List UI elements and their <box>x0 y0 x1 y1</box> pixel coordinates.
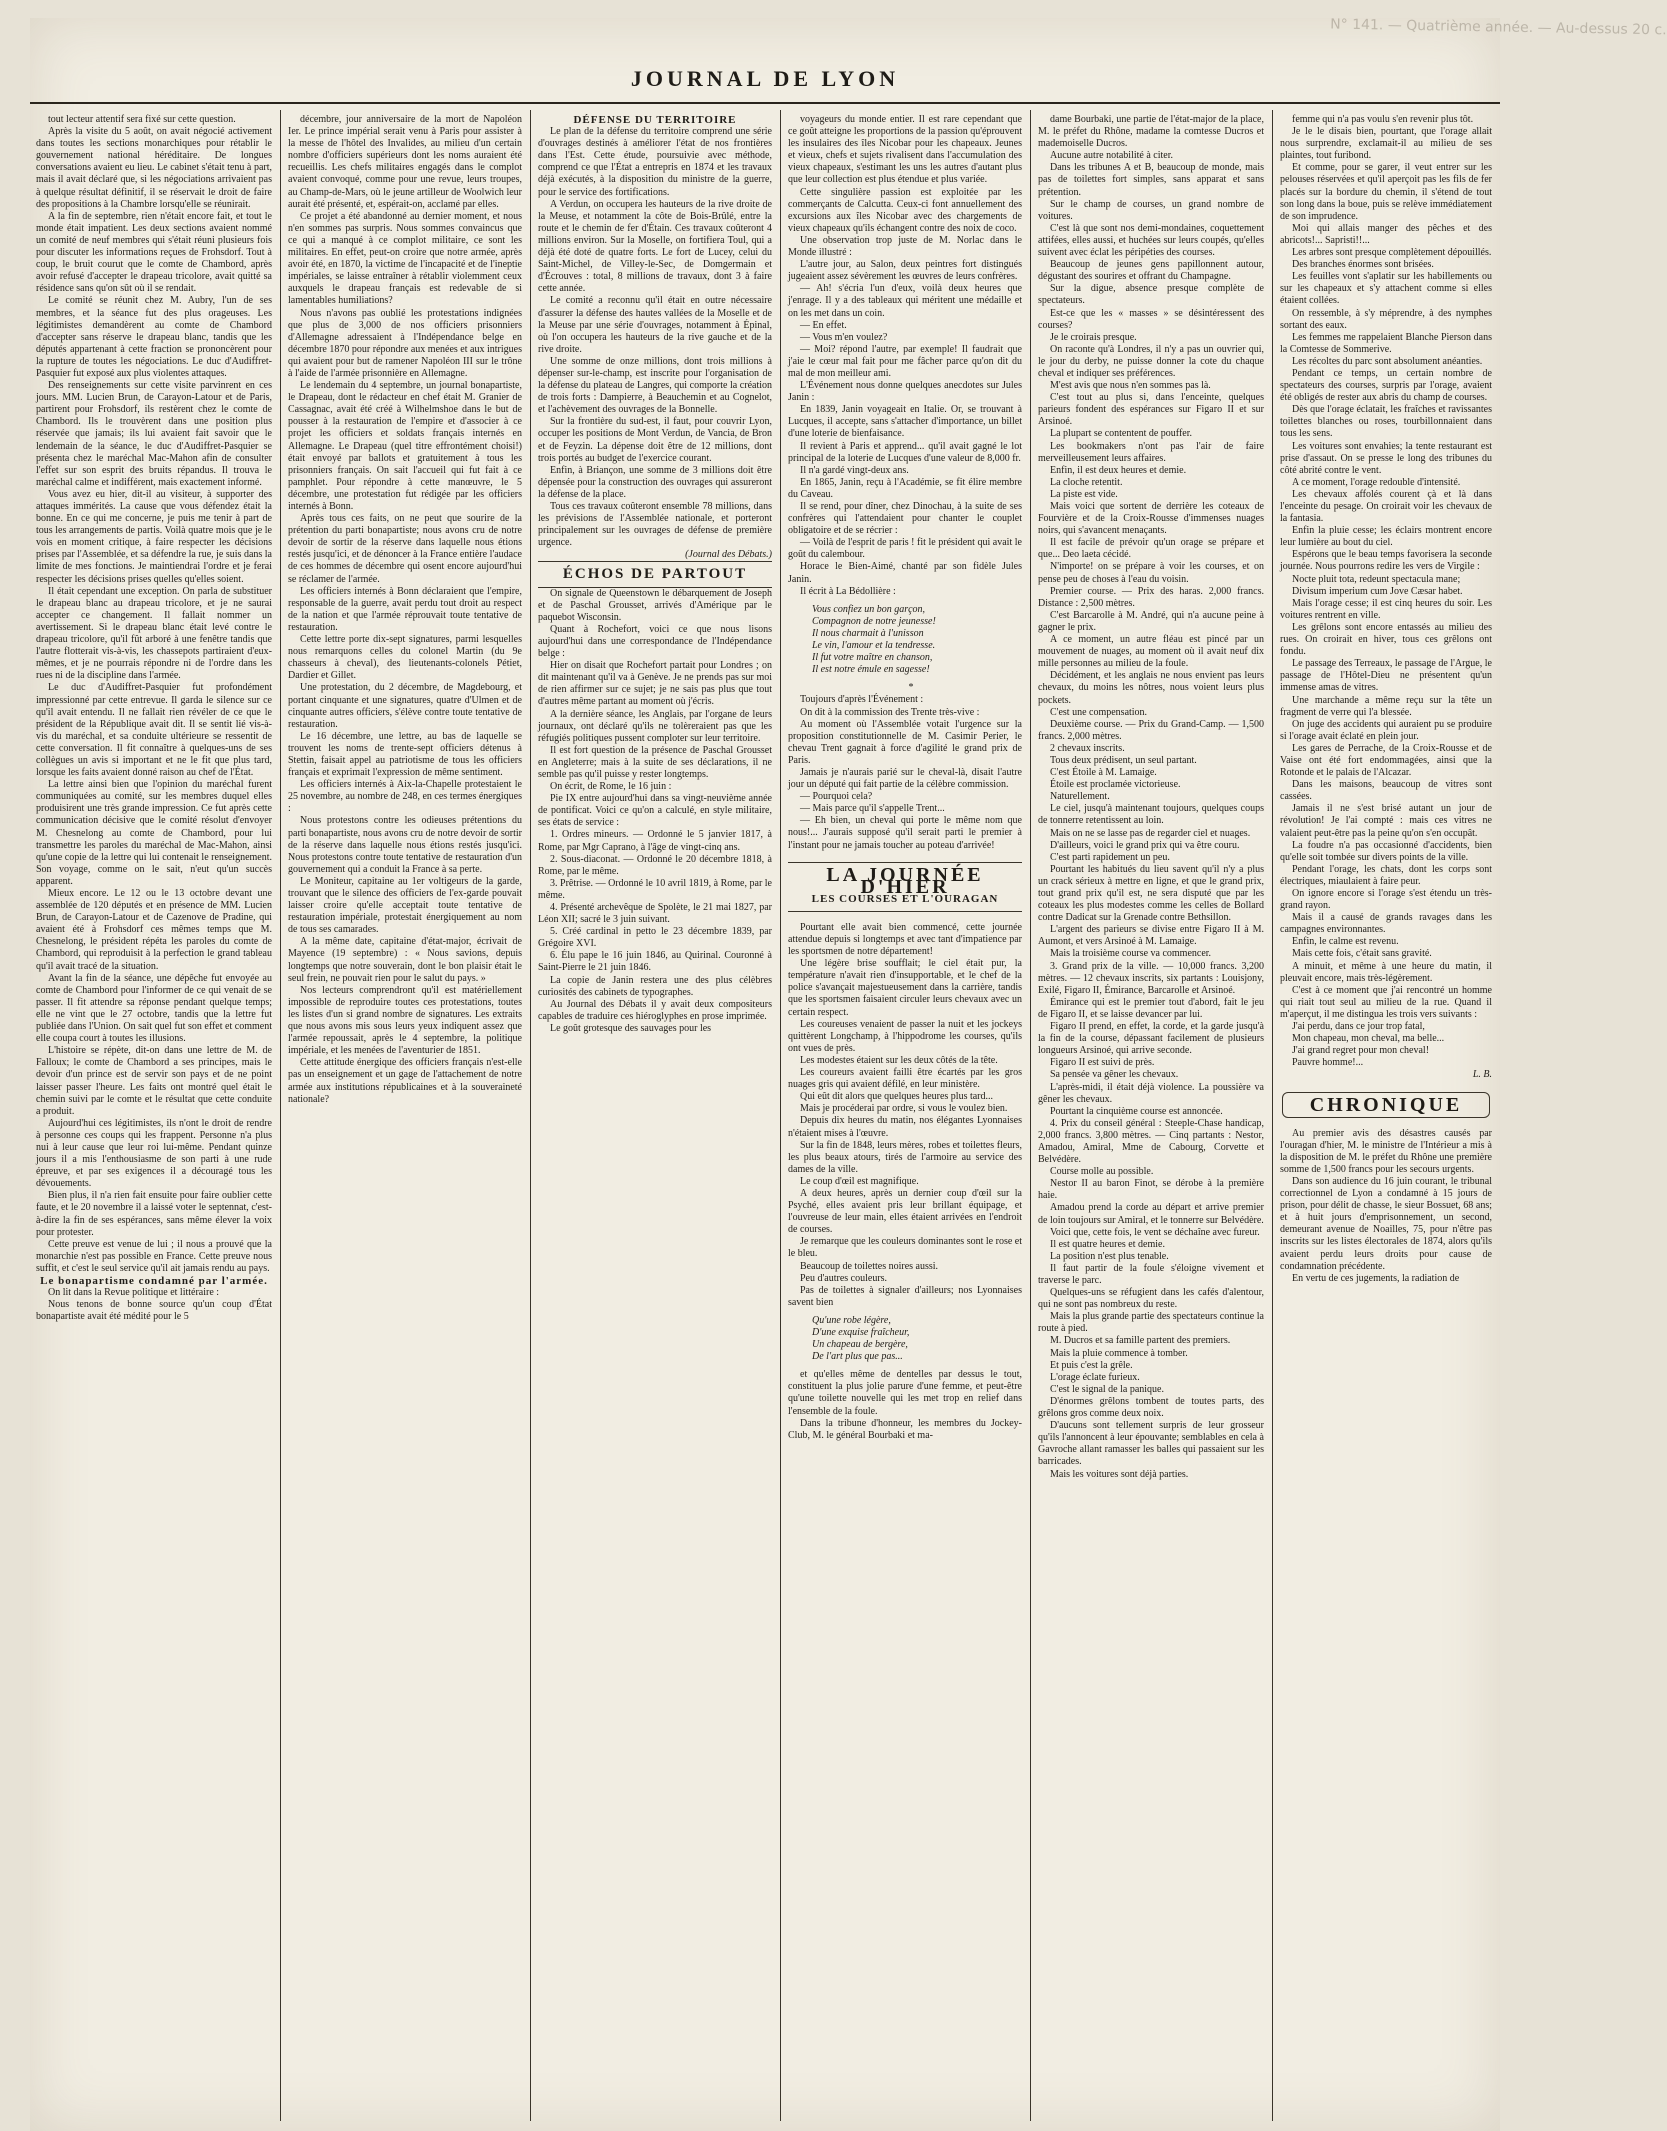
article-paragraph: Cette singulière passion est exploitée par les commerçants de Calcutta. Ceux-ci font annuellement des excursions aux îles Nicobar avec des chargements de vieux chapeaux qu'ils échangent contre des noix de coco. <box>788 186 1022 234</box>
column-2 <box>288 114 522 2129</box>
article-paragraph: Mais la plus grande partie des spectateurs continue la route à pied. <box>1038 1311 1264 1335</box>
article-paragraph: Aucune autre notabilité à citer. <box>1050 150 1174 162</box>
masthead <box>30 62 1500 104</box>
article-paragraph: Les modestes étaient sur les deux côtés de la tête. <box>800 1054 998 1066</box>
article-paragraph: — Moi? répond l'autre, par exemple! Il faudrait que j'aie le cœur mal fait pour me fâcher parce qu'on dit du mal de mon meilleur ami. <box>788 343 1022 379</box>
article-paragraph: C'est parti rapidement un peu. <box>1050 851 1170 863</box>
article-paragraph: Dans la tribune d'honneur, les membres du Jockey-Club, M. le général Bourbaki et ma- <box>788 1417 1022 1441</box>
article-paragraph: Quant à Rochefort, voici ce que nous lisons aujourd'hui dans une correspondance de l'Indépendance belge : <box>538 623 772 660</box>
article-paragraph: Mais il a causé de grands ravages dans les campagnes environnantes. <box>1280 912 1492 936</box>
article-paragraph: Mieux encore. Le 12 ou le 13 octobre devant une assemblée de 120 députés et en présence de MM. Lucien Brun, de Carayon-Latour et de Cazenove de Pradine, qui avaient été à Frohsdorf ces mêmes temps que M. Chesnelong, le président répéta les paroles du comte de Chambord, qui reproduisit à la perfection le grand tableau qu'il avait tracé de la situation. <box>36 888 272 972</box>
verse-line: Il est notre émule en sagesse! <box>812 664 930 676</box>
article-paragraph: Les officiers internés à Bonn déclaraient que l'empire, responsable de la guerre, avait perdu tout droit au respect de la nation et que l'armée réprouvait toute tentative de restauration. <box>288 585 522 633</box>
article-headline: Le bonapartisme condamné par l'armée. <box>40 1275 268 1287</box>
article-paragraph: On ignore encore si l'orage s'est étendu un très-grand rayon. <box>1280 888 1492 912</box>
article-paragraph: Le comité a reconnu qu'il était en outre nécessaire d'assurer la défense des hautes vallées de la Moselle et de la Meuse par une série d'ouvrages, notamment à Épinal, où l'on occupera les hauteurs de la rive gauche et de la rive droite. <box>538 295 772 355</box>
article-paragraph: Pourtant la cinquième course est annoncée. <box>1050 1105 1223 1117</box>
article-paragraph: L'Événement nous donne quelques anecdotes sur Jules Janin : <box>788 380 1022 404</box>
source-credit: (Journal des Débats.) <box>685 549 772 561</box>
article-paragraph: — Eh bien, un cheval qui porte le même nom que nous!... J'aurais supposé qu'il serait parti le premier à l'instant pour ne jamais toucher au poteau d'arrivée! <box>788 815 1022 851</box>
article-paragraph: Depuis dix heures du matin, nos élégantes Lyonnaises n'étaient mises à l'œuvre. <box>788 1115 1022 1139</box>
article-paragraph: Il revient à Paris et apprend... qu'il avait gagné le lot principal de la loterie de Lucques d'une valeur de 8,000 fr. <box>788 440 1022 464</box>
article-paragraph: Mais cette fois, c'était sans gravité. <box>1292 948 1432 960</box>
verse-line: Un chapeau de bergère, <box>812 1339 908 1351</box>
article-paragraph: Mais voici que sortent de derrière les coteaux de Fourvière et de la Croix-Rousse d'immenses nuages noirs, qui s'avancent menaçants. <box>1038 501 1264 537</box>
article-paragraph: Sur la digue, absence presque complète de spectateurs. <box>1038 283 1264 307</box>
article-paragraph: D'énormes grêlons tombent de toutes parts, des grêlons gros comme deux noix. <box>1038 1395 1264 1420</box>
article-paragraph: L'autre jour, au Salon, deux peintres fort distingués jugeaient assez sévèrement les œuvres de leurs confrères. <box>788 259 1022 283</box>
article-paragraph: et qu'elles même de dentelles par dessus le tout, constituent la plus jolie parure d'une femme, et peut-être qu'une toilette nouvelle qui les met trop en relief dans l'ensemble de la foule. <box>788 1369 1022 1417</box>
article-paragraph: Figaro II est suivi de près. <box>1050 1057 1155 1069</box>
article-paragraph: Des branches énormes sont brisées. <box>1292 259 1434 271</box>
article-paragraph: La foudre n'a pas occasionné d'accidents, bien qu'elle soit tombée sur divers points de la ville. <box>1280 839 1492 863</box>
article-paragraph: Nestor II au baron Finot, se dérobe à la première haie. <box>1038 1178 1264 1202</box>
verse <box>812 604 1022 677</box>
article-paragraph: Une observation trop juste de M. Norlac dans le Monde illustré : <box>788 234 1022 259</box>
article-paragraph: Mais la pluie commence à tomber. <box>1050 1347 1188 1359</box>
article-paragraph: C'est Étoile à M. Lamaige. <box>1050 767 1157 779</box>
article-paragraph: — Voilà de l'esprit de paris ! fit le président qui avait le goût du calembour. <box>788 537 1022 561</box>
article-paragraph: C'est là que sont nos demi-mondaines, coquettement attifées, elles aussi, et huchées sur leurs coupés, qu'elles suivent avec éclat les péripéties des courses. <box>1038 222 1264 259</box>
article-paragraph: Les feuilles vont s'aplatir sur les habillements ou sur les chapeaux et s'y attachent comme si elles étaient collées. <box>1280 271 1492 307</box>
article-paragraph: Sur la frontière du sud-est, il faut, pour couvrir Lyon, occuper les positions de Mont Verdun, de Vancia, de Bron et de Feyzin. La dépense doit être de 12 millions, dont trois portés au budget de l'exercice courant. <box>538 416 772 464</box>
article-paragraph: La piste est vide. <box>1050 488 1118 500</box>
article-paragraph: femme qui n'a pas voulu s'en revenir plus tôt. <box>1292 114 1474 125</box>
article-paragraph: Mon chapeau, mon cheval, ma belle... <box>1292 1033 1445 1045</box>
article-paragraph: Peu d'autres couleurs. <box>800 1272 888 1284</box>
article-paragraph: Il n'a gardé vingt-deux ans. <box>800 464 909 476</box>
article-paragraph: Mais on ne se lasse pas de regarder ciel et nuages. <box>1050 827 1251 839</box>
article-paragraph: Les récoltes du parc sont absolument anéanties. <box>1292 355 1483 367</box>
article-paragraph: J'ai grand regret pour mon cheval! <box>1292 1045 1430 1057</box>
article-paragraph: L'argent des parieurs se divise entre Figaro II à M. Aumont, et vers Arsinoé à M. Lamaige. <box>1038 924 1264 948</box>
article-paragraph: Toujours d'après l'Événement : <box>800 694 924 706</box>
article-paragraph: Une marchande a même reçu sur la tête un fragment de verre qui l'a blessée. <box>1280 694 1492 718</box>
column-divider <box>1272 110 1273 2121</box>
article-paragraph: Il est quatre heures et demie. <box>1050 1238 1165 1250</box>
page-title: JOURNAL DE LYON <box>630 66 900 91</box>
article-paragraph: Une protestation, du 2 décembre, de Magdebourg, et portant cinquante et une signatures, quatre d'Ulmen et de cinquante autres officiers, s'élève contre toute tentative de restauration. <box>288 682 522 730</box>
article-paragraph: Tous ces travaux coûteront ensemble 78 millions, dans les prévisions de l'Assemblée nationale, et porteront principalement sur les ouvrages de défense de première urgence. <box>538 501 772 549</box>
section-headline: ÉCHOS DE PARTOUT <box>538 561 772 587</box>
article-paragraph: Pendant l'orage, les chats, dont les corps sont électriques, miaulaient à faire peur. <box>1280 863 1492 887</box>
article-paragraph: J'ai perdu, dans ce jour trop fatal, <box>1292 1021 1425 1033</box>
article-paragraph: Cette preuve est venue de lui ; il nous a prouvé que la monarchie n'est pas possible en France. Cette preuve nous suffit, et c'est le seul service qu'il ait jamais rendu au pays. <box>36 1238 272 1274</box>
article-paragraph: Dès que l'orage éclatait, les fraîches et ravissantes toilettes blanches ou roses, tourbillonnaient dans tous les sens. <box>1280 404 1492 440</box>
article-paragraph: M. Ducros et sa famille partent des premiers. <box>1050 1335 1231 1347</box>
section-headline: DÉFENSE DU TERRITOIRE <box>573 114 737 126</box>
article-paragraph: — En effet. <box>800 319 847 331</box>
article-paragraph: Au Journal des Débats il y avait deux compositeurs capables de traduire ces hiéroglyphes en prose imprimée. <box>538 998 772 1022</box>
article-paragraph: Et comme, pour se garer, il veut entrer sur les pelouses réservées et qu'il aperçoit pas les fils de fer placés sur la bordure du chemin, il s'étend de tout son long dans la boue, puis se relève immédiatement de son imprudence. <box>1280 162 1492 222</box>
article-paragraph: Les coureurs avaient failli être écartés par les gros nuages gris qui avaient défilé, en leur ministère. <box>788 1067 1022 1091</box>
article-paragraph: Je remarque que les couleurs dominantes sont le rose et le bleu. <box>788 1236 1022 1260</box>
article-paragraph: Premier course. — Prix des haras. 2,000 francs. Distance : 2,500 mètres. <box>1038 585 1264 609</box>
article-paragraph: A ce moment, un autre fléau est pincé par un mouvement de nuages, au moment où il avait neuf dix mille personnes au milieu de la foule. <box>1038 634 1264 670</box>
article-paragraph: Qui eût dit alors que quelques heures plus tard... <box>800 1091 994 1103</box>
article-paragraph: Mais les voitures sont déjà parties. <box>1050 1468 1189 1480</box>
article-paragraph: Course molle au possible. <box>1050 1166 1154 1178</box>
column-4 <box>788 114 1022 2129</box>
section-subheadline: LES COURSES ET L'OURAGAN <box>811 892 999 905</box>
verse-line: Compagnon de notre jeunesse! <box>812 615 936 627</box>
article-paragraph: Hier on disait que Rochefort partait pour Londres ; on dit maintenant qu'il va à Genève. Je ne prends pas sur moi de rien affirmer sur ce sujet; je ne sais pas plus que tout d'autres même partant au moment où j'écris. <box>538 660 772 708</box>
article-paragraph: On raconte qu'à Londres, il n'y a pas un ouvrier qui, le jour du derby, ne puisse donner la cote du chaque cheval et indiquer ses préférences. <box>1038 343 1264 379</box>
article-paragraph: A la dernière séance, les Anglais, par l'organe de leurs journaux, ont déclaré qu'ils ne tolèreraient pas que les réfugiés politiques pussent comploter sur leur territoire. <box>538 708 772 744</box>
article-paragraph: Enfin, à Briançon, une somme de 3 millions doit être dépensée pour la construction des ouvrages qui assureront la défense de la place. <box>538 464 772 500</box>
article-paragraph: Les officiers internés à Aix-la-Chapelle protestaient le 25 novembre, au nombre de 248, en ces termes énergiques : <box>288 779 522 815</box>
article-paragraph: Cette lettre porte dix-sept signatures, parmi lesquelles nous remarquons celles du colonel Martin (du 9e chasseurs à cheval), des lieutenants-colonels Pétiet, Dardier et Gillet. <box>288 634 522 682</box>
article-paragraph: A ce moment, l'orage redouble d'intensité. <box>1292 476 1461 488</box>
article-paragraph: décembre, jour anniversaire de la mort de Napoléon Ier. Le prince impérial serait venu à Paris pour assister à la messe de l'hôtel des Invalides, au milieu d'un certain nombre d'officiers supérieurs dont les noms auraient été recueillis. Les chefs militaires engagés dans le complot avaient convoqué, comme pour une revue, leurs troupes, au Champ-de-Mars, où le jeune artilleur de Woolwich leur aurait été présenté, et, espérait-on, acclamé par elles. <box>288 114 522 210</box>
article-paragraph: Les femmes me rappelaient Blanche Pierson dans la Comtesse de Sommerive. <box>1280 331 1492 355</box>
article-paragraph: Deuxième course. — Prix du Grand-Camp. — 1,500 francs. 2,000 mètres. <box>1038 718 1264 742</box>
article-paragraph: Moi qui allais manger des pêches et des abricots!... Sapristi!!... <box>1280 222 1492 246</box>
article-paragraph: Nos lecteurs comprendront qu'il est matériellement impossible de reproduire toutes ces protestations, toutes les listes d'un si grand nombre de signatures. Les extraits que nous avons mis sous leurs yeux indiquent assez que l'armée repoussait, après le 4 septembre, la politique impériale, et les menées de l'aventurier de 1851. <box>288 984 522 1057</box>
article-paragraph: Cette attitude énergique des officiers français n'est-elle pas un enseignement et un gage de l'attachement de notre armée aux institutions républicaines et à la souveraineté nationale? <box>288 1057 522 1105</box>
article-paragraph: 4. Présenté archevêque de Spolète, le 21 mai 1827, par Léon XII; sacré le 3 juin suivant. <box>538 902 772 926</box>
article-paragraph: Quelques-uns se réfugient dans les cafés d'alentour, qui ne sont pas nombreux du reste. <box>1038 1287 1264 1311</box>
article-paragraph: En 1839, Janin voyageait en Italie. Or, se trouvant à Lucques, il accepte, sans s'attacher d'importance, un billet d'une loterie de bienfaisance. <box>788 404 1022 440</box>
article-paragraph: On signale de Queenstown le débarquement de Joseph et de Paschal Grousset, arrivés d'Amérique par le paquebot Wisconsin. <box>538 587 772 623</box>
article-paragraph: — Vous m'en voulez? <box>800 331 888 343</box>
section-headline-block <box>788 862 1022 912</box>
verse-line: Il nous charmait à l'unisson <box>812 627 924 639</box>
section-headline: CHRONIQUE <box>1309 1093 1463 1116</box>
article-paragraph: Les voitures sont envahies; la tente restaurant est prise d'assaut. On se presse le long des tribunes du côté abrité contre le vent. <box>1280 440 1492 476</box>
section-headline: LA JOURNÉE D'HIER <box>826 863 984 898</box>
article-paragraph: C'est à ce moment que j'ai rencontré un homme qui riait tout seul au milieu de la rue. Quand il m'aperçut, il me distingua les trois vers suivants : <box>1280 984 1492 1020</box>
article-paragraph: dame Bourbaki, une partie de l'état-major de la place, M. le préfet du Rhône, madame la comtesse Ducros et mademoiselle Ducros. <box>1038 114 1264 150</box>
newspaper-page <box>30 16 1667 2131</box>
article-paragraph: Une légère brise soufflait; le ciel était pur, la température n'avait rien d'insupportable, et le chef de la police s'avançait majestueusement dans la carrière, tandis que les sportsmen faisaient circuler leurs chevaux avec un certain respect. <box>788 958 1022 1018</box>
verse <box>812 1315 1022 1363</box>
article-paragraph: Je le le disais bien, pourtant, que l'orage allait nous surprendre, exclamait-il au milieu de ses plaintes, tout furibond. <box>1280 126 1492 162</box>
article-paragraph: La plupart se contentent de pouffer. <box>1050 428 1192 440</box>
article-paragraph: Horace le Bien-Aimé, chanté par son fidèle Jules Janin. <box>788 561 1022 585</box>
article-paragraph: C'est une compensation. <box>1050 706 1148 718</box>
article-paragraph: Pendant ce temps, un certain nombre de spectateurs des courses, surpris par l'orage, avaient été obligés de rester aux abris du champ de courses. <box>1280 367 1492 404</box>
column-divider <box>280 110 281 2121</box>
article-paragraph: Il était cependant une exception. On parla de substituer le drapeau blanc au drapeau tricolore, et je ne saurai accepter ce changement. Il fallait nommer un avertissement. Si le drapeau blanc était levé contre le drapeau tricolore, qu'il fût arboré à une fenêtre tandis que l'autre flotterait vis-à-vis, les chassepots partiraient d'eux-mêmes, et je ne pourrais répondre ni de l'ordre dans les rues ni de la discipline dans l'armée. <box>36 585 272 682</box>
article-paragraph: Beaucoup de jeunes gens papillonnent autour, dégustant des sourires et offrant du Champagne. <box>1038 259 1264 283</box>
article-paragraph: Nous n'avons pas oublié les protestations indignées que plus de 3,000 de nos officiers prisonniers d'Allemagne adressaient à l'Indépendance belge en décembre 1870 pour répondre aux menées et aux intrigues qui avaient pour but de ramener Napoléon III sur le trône à l'aide de l'armée prisonnière en Allemagne. <box>288 307 522 379</box>
article-paragraph: A deux heures, après un dernier coup d'œil sur la Psyché, elles avaient pris leur brillant équipage, et l'ouvreuse de leur main, elles étaient arrivées en l'endroit de courses. <box>788 1187 1022 1236</box>
verse-line: Qu'une robe légère, <box>812 1314 891 1326</box>
article-paragraph: Pourtant elle avait bien commencé, cette journée attendue depuis si longtemps et avec tant d'impatience par les sportsmen de notre département! <box>788 921 1022 958</box>
article-paragraph: Sur la fin de 1848, leurs mères, robes et toilettes fleurs, les plus beaux atours, tirés de l'armoire au service des dames de la ville. <box>788 1139 1022 1175</box>
article-paragraph: Le lendemain du 4 septembre, un journal bonapartiste, le Drapeau, dont le rédacteur en chef était M. Granier de Cassagnac, avait été créé à Wilhelmshoe dans le but de pousser à la restauration de l'empire et d'associer à ce projet les officiers et soldats français internés en Allemagne. Le Drapeau (quel titre effrontément choisi!) était envoyé par ballots et gratuitement à tous les prisonniers français. On sait l'accueil qui fut fait à ce pamphlet. Pour répondre à cette manœuvre, le 5 décembre, une protestation fut rédigée par les officiers internés à Bonn. <box>288 380 522 512</box>
article-paragraph: Tous deux prédisent, un seul partant. <box>1050 754 1197 766</box>
article-paragraph: Enfin la pluie cesse; les éclairs montrent encore leur lumière au bout du ciel. <box>1280 525 1492 549</box>
article-paragraph: Décidément, et les anglais ne nous envient pas leurs chevaux, du moins les nôtres, nous voient leurs plus pockets. <box>1038 670 1264 706</box>
article-paragraph: Pas de toilettes à signaler d'ailleurs; nos Lyonnaises savent bien <box>788 1284 1022 1308</box>
article-paragraph: Le goût grotesque des sauvages pour les <box>550 1022 712 1034</box>
article-paragraph: La copie de Janin restera une des plus célèbres curiosités des cabinets de typographes. <box>538 974 772 998</box>
article-paragraph: Le ciel, jusqu'à maintenant toujours, quelques coups de tonnerre retentissent au loin. <box>1038 803 1264 827</box>
article-paragraph: Le Moniteur, capitaine au 1er voltigeurs de la garde, trouvant que le silence des officiers de l'ex-garde pouvait laisser croire qu'elle acceptait toute tentative de restauration impériale, protestait énergiquement au nom de tous ses camarades. <box>288 875 522 936</box>
article-paragraph: Divisum imperium cum Jove Cæsar habet. <box>1292 585 1463 597</box>
column-6 <box>1280 114 1492 2129</box>
article-paragraph: Naturellement. <box>1050 791 1110 803</box>
article-paragraph: C'est le signal de la panique. <box>1050 1383 1164 1395</box>
article-paragraph: — Ah! s'écria l'un d'eux, voilà deux heures que j'enrage. Il y a des tableaux qui méritent une médaille et on les met dans un coin. <box>788 283 1022 319</box>
article-paragraph: L'après-midi, il était déjà violence. La poussière va gêner les chevaux. <box>1038 1081 1264 1105</box>
article-paragraph: 5. Créé cardinal in petto le 23 décembre 1839, par Grégoire XVI. <box>538 926 772 950</box>
article-paragraph: Étoile est proclamée victorieuse. <box>1050 779 1181 791</box>
verse-line: De l'art plus que pas... <box>812 1351 903 1363</box>
article-paragraph: Le passage des Terreaux, le passage de l'Argue, le passage de l'Hôtel-Dieu ne présentent qu'un immense amas de vitres. <box>1280 658 1492 694</box>
article-paragraph: D'aucuns sont tellement surpris de leur grosseur qu'ils l'annoncent à leur épouvante; semblables en cela à Gavroche allant ramasser les balles qui passaient sur les barricades. <box>1038 1420 1264 1468</box>
article-paragraph: On dit à la commission des Trente très-vive : <box>800 706 980 718</box>
article-paragraph: D'ailleurs, voici le grand prix qui va être couru. <box>1050 839 1240 851</box>
article-paragraph: Beaucoup de toilettes noires aussi. <box>800 1260 939 1272</box>
article-paragraph: La lettre ainsi bien que l'opinion du maréchal furent communiquées au comité, sur les membres duquel elles produisirent une très grande impression. Ce fut après cette communication décisive que le comité résolut d'envoyer M. Chesnelong au comte de Chambord, pour lui transmettre les paroles du maréchal de Mac-Mahon, ainsi qu'une copie de la lettre qui lui contenait le renseignement. Son voyage, comme on le sait, n'eut qu'un succès apparent. <box>36 779 272 887</box>
article-paragraph: On ressemble, à s'y méprendre, à des nymphes sortant des eaux. <box>1280 307 1492 331</box>
author-signature: L. B. <box>1472 1069 1492 1081</box>
article-paragraph: Sur le champ de courses, un grand nombre de voitures. <box>1038 198 1264 222</box>
article-paragraph: Espérons que le beau temps favorisera la seconde journée. Nous pourrons redire les vers de Virgile : <box>1280 549 1492 573</box>
article-paragraph: 6. Élu pape le 16 juin 1846, au Quirinal. Couronné à Saint-Pierre le 21 juin 1846. <box>538 950 772 974</box>
article-paragraph: Les coureuses venaient de passer la nuit et les jockeys quittèrent Longchamp, à l'hippodrome les courses, qu'ils ont vues de près. <box>788 1018 1022 1054</box>
verse-line: Il fut votre maître en chanson, <box>812 652 933 664</box>
article-paragraph: Il se rend, pour dîner, chez Dinochau, à la suite de ses confrères qui l'attendaient pour chanter le couplet obligatoire et de se récrier : <box>788 501 1022 537</box>
article-paragraph: N'importe! on se prépare à voir les courses, et on pense peu de choses à l'eau du voisin. <box>1038 561 1264 585</box>
article-paragraph: tout lecteur attentif sera fixé sur cette question. <box>48 114 236 125</box>
article-paragraph: 4. Prix du conseil général : Steeple-Chase handicap, 2,000 francs. 3,800 mètres. — Cinq partants : Nestor, Amadou, Amiral, Mme de Cabourg, Corvette et Belvédère. <box>1038 1117 1264 1166</box>
article-paragraph: Mais la troisième course va commencer. <box>1050 948 1212 960</box>
edge-marks: N° 141. — Quatrième année. — Au-dessus 20 c. <box>1330 16 1667 39</box>
verse-line: Vous confiez un bon garçon, <box>812 603 926 615</box>
article-paragraph: Amadou prend la corde au départ et arrive premier de loin toujours sur Amiral, et le tonnerre sur Belvédère. <box>1038 1202 1264 1226</box>
article-paragraph: Au moment où l'Assemblée votait l'urgence sur la proposition constitutionnelle de M. Casimir Perier, le chevau Trent gagnait à force d'agilité le grand prix de Paris. <box>788 718 1022 766</box>
article-paragraph: Jamais il ne s'est brisé autant un jour de révolution! Je l'ai compté : mais ces vitres ne valaient peut-être pas la peine qu'on s'en occupât. <box>1280 803 1492 839</box>
article-paragraph: Sa pensée va gêner les chevaux. <box>1050 1069 1179 1081</box>
article-paragraph: 3. Grand prix de la ville. — 10,000 francs. 3,200 mètres. — 12 chevaux inscrits, six partants : Louisjony, Exilé, Figaro II, Émirance, Barcarolle et Arsinoé. <box>1038 960 1264 996</box>
article-paragraph: Avant la fin de la séance, une dépêche fut envoyée au comte de Chambord pour l'informer de ce qui venait de se passer. Il fit attendre sa réponse pendant quelque temps; elle ne vint que le 27 octobre, tandis que la lettre fut publiée dans l'Union. On sait quel fut son effet et comment elle coupa court à toutes les illusions. <box>36 972 272 1045</box>
article-paragraph: C'est Barcarolle à M. André, qui n'a aucune peine à gagner le prix. <box>1038 609 1264 633</box>
chronique-box <box>1282 1092 1490 1118</box>
article-paragraph: Après tous ces faits, on ne peut que sourire de la prétention du parti bonapartiste; nous avons cru de notre devoir de sortir de la réserve dans laquelle nous étions restés jusqu'ici, et de dénoncer à la France entière l'audace de ces hommes de décembre qui osent encore aujourd'hui se réclamer de l'armée. <box>288 513 522 585</box>
article-paragraph: Ce projet a été abandonné au dernier moment, et nous n'en sommes pas surpris. Nous sommes convaincus que ce qui a manqué à ce complot militaire, ce sont les militaires. En effet, peut-on croire que notre armée, après avoir été, en 1870, la victime de l'incapacité et de l'ineptie impériales, se laisse entraîner à rétablir violemment ceux auxquels le drapeau français est redevable de si lamentables humiliations? <box>288 210 522 307</box>
article-paragraph: Il faut partir de la foule s'éloigne vivement et traverse le parc. <box>1038 1262 1264 1286</box>
article-paragraph: Mais je procéderai par ordre, si vous le voulez bien. <box>800 1103 1008 1115</box>
article-paragraph: On écrit, de Rome, le 16 juin : <box>550 781 672 793</box>
article-paragraph: Dans les maisons, beaucoup de vitres sont cassées. <box>1280 779 1492 803</box>
article-paragraph: Enfin, il est deux heures et demie. <box>1050 464 1187 476</box>
article-paragraph: Aujourd'hui ces légitimistes, ils n'ont le droit de rendre à personne ces coups qui les frappent. Personne n'a plus nui à leur cause que leur roi lui-même. Pendant quinze jours il a mis l'enthousiasme de son parti à une rude épreuve, et par ses exigences il a découragé tous les dévouements. <box>36 1117 272 1190</box>
article-paragraph: Et puis c'est la grêle. <box>1050 1359 1133 1371</box>
article-paragraph: En vertu de ces jugements, la radiation de <box>1292 1272 1460 1284</box>
article-paragraph: L'orage éclate furieux. <box>1050 1371 1140 1383</box>
article-paragraph: Au premier avis des désastres causés par l'ouragan d'hier, M. le ministre de l'Intérieur a mis à la disposition de M. le préfet du Rhône une première somme de 1,500 francs pour les secours urgents. <box>1280 1127 1492 1175</box>
article-paragraph: Le duc d'Audiffret-Pasquier fut profondément impressionné par cette entrevue. Il garda le silence sur ce qu'il avait entendu. Il ne fallait rien révéler de ce que le président de la République avait dit. Il se sentit lié vis-à-vis du maréchal, et sa conduite ultérieure se ressentit de cette conversation. Il fit connaître à quelques-uns de ses collègues un avis si important et ne le fit que plus tard, lorsque les faits avaient donné raison au chef de l'État. <box>36 682 272 779</box>
verse-line: D'une exquise fraîcheur, <box>812 1327 910 1338</box>
article-paragraph: A minuit, et même à une heure du matin, il pleuvait encore, mais très-légèrement. <box>1280 960 1492 984</box>
article-paragraph: Nous tenons de bonne source qu'un coup d'État bonapartiste avait été médité pour le 5 <box>36 1299 272 1323</box>
article-paragraph: Mais l'orage cesse; il est cinq heures du soir. Les voitures rentrent en ville. <box>1280 597 1492 621</box>
article-paragraph: En 1865, Janin, reçu à l'Académie, se fit élire membre du Caveau. <box>788 476 1022 500</box>
column-5 <box>1038 114 1264 2129</box>
article-paragraph: Des renseignements sur cette visite parvinrent en ces jours. MM. Lucien Brun, de Carayon-Latour et de Paris, partirent pour Frohsdorf, ils restèrent chez le comte de Chambord. Ils le trouvèrent dans une position plus réservée que jamais; ils lui avaient fait savoir que le lendemain de la séance, le duc d'Audiffret-Pasquier se présenta chez le maréchal Mac-Mahon afin de consulter l'effet sur son esprit des bruits répandus. Il trouva le maréchal calme et indifférent, mais exactement informé. <box>36 380 272 488</box>
article-paragraph: A la même date, capitaine d'état-major, écrivait de Mayence (19 septembre) : « Nous savions, depuis longtemps que notre souverain, dont le bon plaisir était le seul frein, ne pouvait rien pour le salut du pays. » <box>288 936 522 984</box>
article-paragraph: Le plan de la défense du territoire comprend une série d'ouvrages destinés à améliorer l'état de nos frontières dans l'Est. Cette étude, poursuivie avec méthode, comprend ce que l'État a entrepris en 1874 et les travaux déjà exécutés, à la disposition du ministre de la guerre, pour le service des fortifications. <box>538 126 772 198</box>
article-paragraph: Le 16 décembre, une lettre, au bas de laquelle se trouvent les noms de trente-sept officiers détenus à Stettin, faisait appel au patriotisme de tous les officiers français et exprimait l'expression de même sentiment. <box>288 730 522 779</box>
article-paragraph: A Verdun, on occupera les hauteurs de la rive droite de la Meuse, et notamment la côte de Bois-Brûlé, entre la route et le chemin de fer d'Étain. Ces travaux coûteront 4 millions environ. Sur la Moselle, on fortifiera Toul, qui a déjà été doté de quatre forts. Le fort de Lucey, celui du Saint-Michel, de Villey-le-Sec, de Domgermain et d'Écrouves : total, 8 millions de travaux, dont 3 à faire cette année. <box>538 198 772 295</box>
article-paragraph: Bien plus, il n'a rien fait ensuite pour faire oublier cette faute, et le 20 novembre il a laissé voter le septennat, c'est-à-dire la fin de ses espérances, sans même élever la voix pour protester. <box>36 1190 272 1238</box>
column-divider <box>1030 110 1031 2121</box>
column-3 <box>538 114 772 2129</box>
article-paragraph: Vous avez eu hier, dit-il au visiteur, à supporter des attaques immérités. La cause que vous défendez était la bonne. En ce qui me concerne, je puis me tenir à part de tous les arrangements de partis. Voilà quatre mois que je le vois en moment critique, à faire respecter les décisions prises par l'Assemblée, et sa défendre la rue, je suis dans la limite de mes fonctions. Je maintiendrai l'ordre et je ferai respecter les décisions prises quelles qu'elles soient. <box>36 488 272 585</box>
article-paragraph: Voici que, cette fois, le vent se déchaîne avec fureur. <box>1050 1226 1260 1238</box>
article-paragraph: Les grêlons sont encore entassés au milieu des rues. On croirait en hiver, tous ces grêlons ont fondu. <box>1280 621 1492 658</box>
article-paragraph: L'histoire se répète, dit-on dans une lettre de M. de Falloux; le comte de Chambord a ses principes, mais le devoir d'un prince est de servir son pays et de ne point laisser passer l'heure. Les faits ont montré quel était le chemin suivi par le comte et le résultat que cette conduite a produit. <box>36 1045 272 1117</box>
column-divider <box>780 110 781 2121</box>
article-paragraph: 3. Prêtrise. — Ordonné le 10 avril 1819, à Rome, par le même. <box>538 877 772 901</box>
article-paragraph: Enfin, le calme est revenu. <box>1292 936 1399 948</box>
article-paragraph: Émirance qui est le premier tout d'abord, fait le jeu de Figaro II, et se laisse devancer par lui. <box>1038 996 1264 1020</box>
article-paragraph: C'est tout au plus si, dans l'enceinte, quelques parieurs fondent des espérances sur Figaro II et sur Arsinoé. <box>1038 392 1264 428</box>
article-paragraph: Dans les tribunes A et B, beaucoup de monde, mais pas de toilettes fort simples, sans apparat et sans prétention. <box>1038 162 1264 198</box>
article-paragraph: Pauvre homme!... <box>1292 1057 1364 1069</box>
article-paragraph: 2. Sous-diaconat. — Ordonné le 20 décembre 1818, à Rome, par le même. <box>538 853 772 877</box>
article-paragraph: Il est facile de prévoir qu'un orage se prépare et que... Deo laeta cécidé. <box>1038 537 1264 561</box>
article-paragraph: voyageurs du monde entier. Il est rare cependant que ce goût atteigne les proportions de la passion qu'éprouvent les insulaires des îles Nicobar pour les chapeaux. Jeunes et vieux, chefs et sujets rivalisent dans l'accumulation des vieux chapeaux, s'estimant les uns les autres d'autant plus que leur collection est plus étendue et plus variée. <box>788 114 1022 186</box>
article-paragraph: Jamais je n'aurais parié sur le cheval-là, disait l'autre jour un député qui fait partie de la célèbre commission. <box>788 766 1022 791</box>
article-paragraph: Nocte pluit tota, redeunt spectacula mane; <box>1292 573 1461 585</box>
article-paragraph: Les arbres sont presque complètement dépouillés. <box>1292 247 1492 259</box>
article-paragraph: Une somme de onze millions, dont trois millions à dépenser sur-le-champ, est inscrite pour l'organisation de la défense du plateau de Langres, qui comporte la création de trois forts : Dampierre, à Beauchemin et au Cognelot, et l'achèvement des ouvrages de la Bonnelle. <box>538 355 772 416</box>
article-paragraph: Pourtant les habitués du lieu savent qu'il n'y a plus un crack sérieux à mettre en ligne, et que le grand prix, tout grand prix qu'il est, ne sera disputé que par les coteaux les plus modestes comme les celles de Bollard contre Dadicat sur la Grenade contre Bethsillon. <box>1038 863 1264 924</box>
article-paragraph: On lit dans la Revue politique et littéraire : <box>48 1287 220 1299</box>
article-paragraph: Les bookmakers n'ont pas l'air de faire merveilleusement leurs affaires. <box>1038 440 1264 464</box>
article-paragraph: Les gares de Perrache, de la Croix-Rousse et de Vaise ont été fort endommagées, ainsi que la Rotonde et le palais de l'Alcazar. <box>1280 742 1492 779</box>
article-paragraph: Le comité se réunit chez M. Aubry, l'un de ses membres, et la séance fut des plus orageuses. Les légitimistes demandèrent au comte de Chambord d'accepter sans réserve le drapeau blanc, tandis que les députés appartenant à cette fraction se prononcèrent pour la rupture de toutes les négociations. Le duc d'Audiffret-Pasquier fut exposé aux plus violentes attaques. <box>36 295 272 379</box>
article-paragraph: Le coup d'œil est magnifique. <box>800 1175 919 1187</box>
article-paragraph: Est-ce que les « masses » se désintéressent des courses? <box>1038 307 1264 331</box>
article-paragraph: A la fin de septembre, rien n'était encore fait, et tout le monde était impatient. Les deux sections avaient nommé un comité de neuf membres qui s'était réuni plusieurs fois pour discuter les informations reçues de Frohsdorf. Tout à coup, le bruit courut que le comte de Chambord, après avoir refusé d'accepter le drapeau tricolore, avait quitté sa résidence sans qu'on sût où il se rendait. <box>36 210 272 295</box>
article-paragraph: 1. Ordres mineurs. — Ordonné le 5 janvier 1817, à Rome, par Mgr Caprano, à l'âge de vingt-cinq ans. <box>538 829 772 853</box>
separator-asterisk: * <box>908 682 914 694</box>
article-paragraph: Il est fort question de la présence de Paschal Grousset en Angleterre; mais à la suite de ses déclarations, il ne semble pas qu'il puisse y rester longtemps. <box>538 744 772 780</box>
column-1 <box>36 114 272 2129</box>
article-paragraph: Après la visite du 5 août, on avait négocié activement dans toutes les sections monarchiques pour rétablir le gouvernement national héréditaire. De longues conversations avaient eu lieu. Le cabinet s'était tenu à part, mais il avait déclaré que, si les négociations arrivaient pas à quelque résultat définitif, il se réservait le droit de faire des propositions à la Chambre lorsqu'elle se réunirait. <box>36 126 272 210</box>
article-paragraph: Pie IX entre aujourd'hui dans sa vingt-neuvième année de pontificat. Voici ce qu'on a calculé, en style militaire, ses états de service : <box>538 793 772 829</box>
article-paragraph: 2 chevaux inscrits. <box>1050 742 1125 754</box>
article-paragraph: Figaro II prend, en effet, la corde, et la garde jusqu'à la fin de la course, dépassant facilement de plusieurs longueurs Arsinoé, qui arrive seconde. <box>1038 1021 1264 1057</box>
article-paragraph: — Mais parce qu'il s'appelle Trent... <box>800 803 945 815</box>
article-paragraph: Dans son audience du 16 juin courant, le tribunal correctionnel de Lyon a condamné à 15 jours de prison, pour délit de chasse, le sieur Bossuet, 68 ans; et à huit jours d'emprisonnement, un second, demeurant avenue de Noailles, 75, pour n'être pas inscrits sur les listes électorales de 1874, alors qu'ils avaient perdu leurs droits pour cause de condamnation précédente. <box>1280 1175 1492 1272</box>
article-paragraph: Je le croirais presque. <box>1050 331 1137 343</box>
column-divider <box>530 110 531 2121</box>
verse-line: Le vin, l'amour et la tendresse. <box>812 640 936 652</box>
article-paragraph: — Pourquoi cela? <box>800 791 873 803</box>
article-paragraph: On juge des accidents qui auraient pu se produire si l'orage avait éclaté en plein jour. <box>1280 718 1492 742</box>
article-paragraph: M'est avis que nous n'en sommes pas là. <box>1050 380 1211 392</box>
article-paragraph: La position n'est plus tenable. <box>1050 1250 1169 1262</box>
article-paragraph: La cloche retentit. <box>1050 476 1123 488</box>
article-paragraph: Nous protestons contre les odieuses prétentions du parti bonapartiste, nous avons cru de notre devoir de sortir de la réserve dans laquelle nous étions restés jusqu'ici. Nous protestons contre toute tentative de restauration d'un gouvernement qui a conduit la France à sa perte. <box>288 815 522 875</box>
article-paragraph: Il écrit à La Bédollière : <box>800 585 896 597</box>
article-paragraph: Les chevaux affolés courent çà et là dans l'enceinte du pesage. On croirait voir les chevaux de la fantasia. <box>1280 488 1492 525</box>
